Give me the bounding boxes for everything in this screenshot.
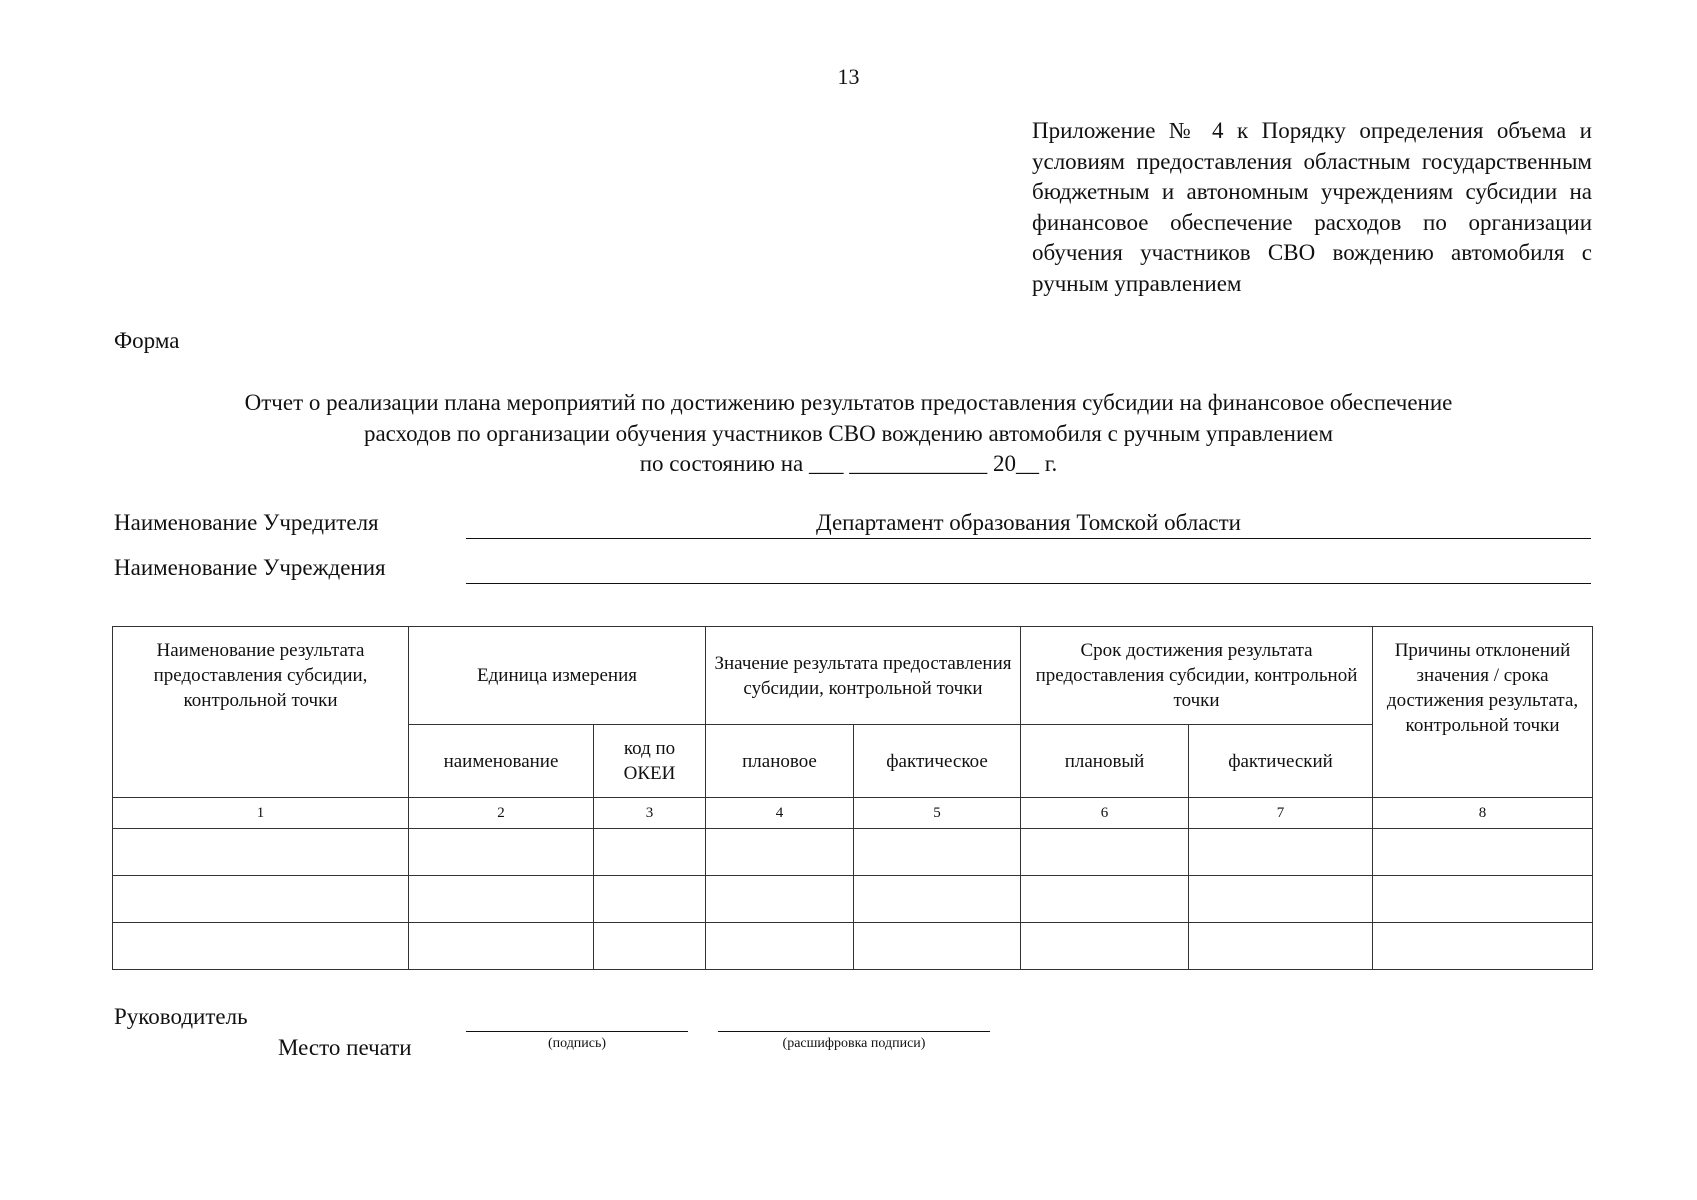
table-cell[interactable] bbox=[594, 923, 706, 970]
header-term-plan: плановый bbox=[1021, 725, 1189, 798]
table-row bbox=[113, 829, 1593, 876]
column-number: 7 bbox=[1189, 798, 1373, 829]
column-numbers-row bbox=[113, 798, 1593, 829]
table-cell[interactable] bbox=[1189, 829, 1373, 876]
column-number: 1 bbox=[113, 798, 409, 829]
column-number: 2 bbox=[409, 798, 594, 829]
table-cell[interactable] bbox=[1373, 876, 1593, 923]
column-number: 5 bbox=[854, 798, 1021, 829]
table-cell[interactable] bbox=[706, 876, 854, 923]
report-title-line-2: расходов по организации обучения участников СВО вождению автомобиля с ручным управлением bbox=[363, 420, 1334, 446]
table-cell[interactable] bbox=[1373, 829, 1593, 876]
table-cell[interactable] bbox=[113, 876, 409, 923]
header-value-fact: фактическое bbox=[854, 725, 1021, 798]
head-label: Руководитель bbox=[114, 1004, 248, 1029]
header-unit: Единица измерения bbox=[409, 627, 706, 725]
table-cell[interactable] bbox=[113, 923, 409, 970]
page-number: 13 bbox=[837, 64, 860, 89]
founder-value[interactable]: Департамент образования Томской области bbox=[816, 510, 1241, 535]
table-row bbox=[113, 876, 1593, 923]
table-cell[interactable] bbox=[113, 829, 409, 876]
table-cell[interactable] bbox=[409, 829, 594, 876]
header-value: Значение результата предоставления субсидии, контрольной точки bbox=[706, 627, 1021, 725]
table-cell[interactable] bbox=[1021, 923, 1189, 970]
report-title bbox=[0, 388, 1697, 480]
institution-label: Наименование Учреждения bbox=[114, 555, 386, 580]
table-cell[interactable] bbox=[1189, 876, 1373, 923]
header-reasons: Причины отклонений значения / срока достижения результата, контрольной точки bbox=[1373, 627, 1593, 798]
header-value-plan: плановое bbox=[706, 725, 854, 798]
table-cell[interactable] bbox=[706, 829, 854, 876]
signature-line[interactable] bbox=[466, 1031, 688, 1032]
table-row bbox=[113, 923, 1593, 970]
signature-caption: (подпись) bbox=[547, 1036, 607, 1051]
founder-label: Наименование Учредителя bbox=[114, 510, 379, 535]
header-term-fact: фактический bbox=[1189, 725, 1373, 798]
table-cell[interactable] bbox=[1021, 829, 1189, 876]
signature-decoding-caption: (расшифровка подписи) bbox=[782, 1036, 926, 1051]
table-cell[interactable] bbox=[706, 923, 854, 970]
stamp-label: Место печати bbox=[278, 1035, 412, 1060]
table-cell[interactable] bbox=[854, 923, 1021, 970]
header-unit-code: код по ОКЕИ bbox=[594, 725, 706, 798]
table-cell[interactable] bbox=[854, 829, 1021, 876]
table-cell[interactable] bbox=[594, 876, 706, 923]
report-title-line-1: Отчет о реализации плана мероприятий по достижению результатов предоставления субсидии на финансовое обеспечение bbox=[244, 390, 1453, 415]
column-number: 6 bbox=[1021, 798, 1189, 829]
table-cell[interactable] bbox=[1021, 876, 1189, 923]
header-unit-name: наименование bbox=[409, 725, 594, 798]
column-number: 8 bbox=[1373, 798, 1593, 829]
appendix-note: Приложение № 4 к Порядку определения объема и условиям предоставления областным государственным бюджетным и автономным учреждениям субсидии на финансовое обеспечение расходов по организации обучения участников СВО вождению автомобиля с ручным управлением bbox=[1032, 118, 1592, 296]
form-label: Форма bbox=[114, 328, 180, 353]
institution-underline bbox=[466, 583, 1591, 584]
report-table bbox=[112, 626, 1593, 970]
founder-underline bbox=[466, 538, 1591, 539]
table-cell[interactable] bbox=[854, 876, 1021, 923]
header-result-name: Наименование результата предоставления субсидии, контрольной точки bbox=[113, 627, 409, 798]
report-title-line-3: по состоянию на ___ ____________ 20__ г. bbox=[639, 451, 1058, 476]
table-cell[interactable] bbox=[409, 876, 594, 923]
column-number: 4 bbox=[706, 798, 854, 829]
table-cell[interactable] bbox=[1189, 923, 1373, 970]
table-cell[interactable] bbox=[409, 923, 594, 970]
column-number: 3 bbox=[594, 798, 706, 829]
header-term: Срок достижения результата предоставления субсидии, контрольной точки bbox=[1021, 627, 1373, 725]
table-cell[interactable] bbox=[1373, 923, 1593, 970]
table-cell[interactable] bbox=[594, 829, 706, 876]
signature-decoding-line[interactable] bbox=[718, 1031, 990, 1032]
